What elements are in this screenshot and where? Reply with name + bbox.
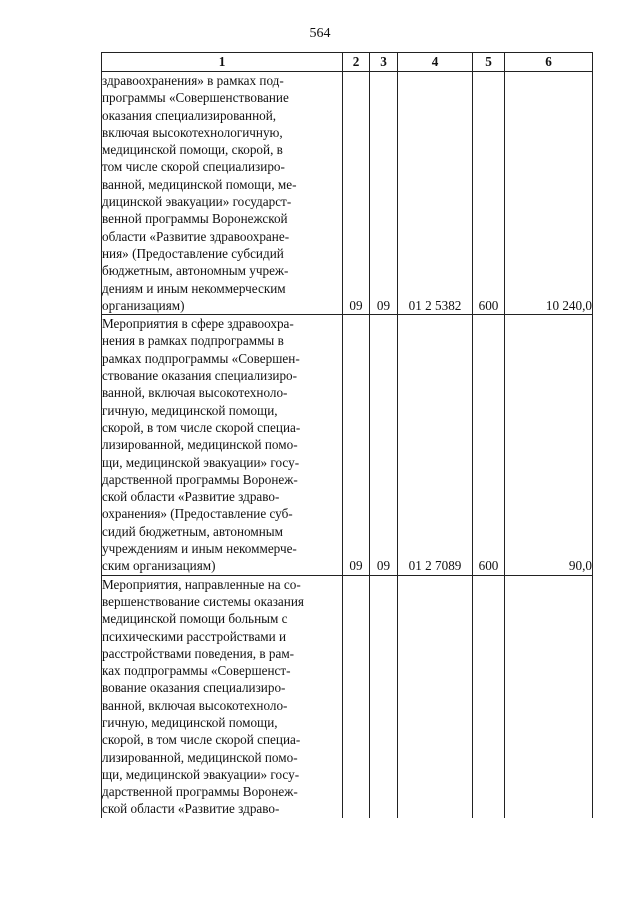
row-subsection-code: 09 xyxy=(370,315,398,575)
description-line: программы «Совершенствование xyxy=(102,90,289,106)
description-line: ния» (Предоставление субсидий xyxy=(102,245,284,261)
description-line: области «Развитие здравоохране- xyxy=(102,228,290,244)
description-line: оказания специализированной, xyxy=(102,107,277,123)
description-line: нения в рамках подпрограммы в xyxy=(102,333,284,349)
description-line: лизированной, медицинской помо- xyxy=(102,749,298,765)
description-line: лизированной, медицинской помо- xyxy=(102,437,298,453)
header-col-5: 5 xyxy=(473,53,505,72)
table-row xyxy=(102,575,593,818)
row-expense-type: 600 xyxy=(473,72,505,315)
description-line: включая высокотехнологичную, xyxy=(102,124,283,140)
description-line: ствование оказания специализиро- xyxy=(102,368,298,384)
description-line: сидий бюджетным, автономным xyxy=(102,523,283,539)
description-line: дениям и иным некоммерческим xyxy=(102,280,286,296)
description-line: вование оказания специализиро- xyxy=(102,680,286,696)
table-row xyxy=(102,72,593,315)
header-col-3: 3 xyxy=(370,53,398,72)
row-target-article: 01 2 7089 xyxy=(398,315,473,575)
description-line: дарственной программы Воронеж- xyxy=(102,471,298,487)
table-row xyxy=(102,315,593,575)
row-section-code xyxy=(343,575,370,818)
header-col-1: 1 xyxy=(102,53,343,72)
header-col-2: 2 xyxy=(343,53,370,72)
row-target-article xyxy=(398,575,473,818)
description-line: щи, медицинской эвакуации» госу- xyxy=(102,454,300,470)
description-line: ванной, включая высокотехноло- xyxy=(102,385,288,401)
description-line: медицинской помощи больным с xyxy=(102,611,288,627)
description-line: дицинской эвакуации» государст- xyxy=(102,194,292,210)
row-subsection-code xyxy=(370,575,398,818)
header-col-4: 4 xyxy=(398,53,473,72)
row-description xyxy=(102,315,343,575)
table-header-row xyxy=(102,53,593,72)
row-section-code: 09 xyxy=(343,315,370,575)
description-line: ках подпрограммы «Совершенст- xyxy=(102,663,291,679)
description-line: гичную, медицинской помощи, xyxy=(102,714,278,730)
row-expense-type: 600 xyxy=(473,315,505,575)
description-line: ванной, медицинской помощи, ме- xyxy=(102,176,297,192)
description-line: Мероприятия в сфере здравоохра- xyxy=(102,316,294,332)
header-col-6: 6 xyxy=(505,53,593,72)
description-line: психическими расстройствами и xyxy=(102,628,287,644)
page-number: 564 xyxy=(309,26,331,41)
row-amount: 10 240,0 xyxy=(505,72,593,315)
description-line: вершенствование системы оказания xyxy=(102,593,304,609)
description-line: здравоохранения» в рамках под- xyxy=(102,73,284,88)
description-line: ской области «Развитие здраво- xyxy=(102,489,280,505)
description-line: скорой, в том числе скорой специа- xyxy=(102,732,301,748)
description-line: медицинской помощи, скорой, в xyxy=(102,142,283,158)
row-subsection-code: 09 xyxy=(370,72,398,315)
description-line: рамках подпрограммы «Совершен- xyxy=(102,350,300,366)
budget-table xyxy=(101,52,593,818)
description-line: венной программы Воронежской xyxy=(102,211,288,227)
row-amount: 90,0 xyxy=(505,315,593,575)
description-line: гичную, медицинской помощи, xyxy=(102,402,278,418)
row-expense-type xyxy=(473,575,505,818)
description-line: ской области «Развитие здраво- xyxy=(102,801,280,817)
description-line: охранения» (Предоставление суб- xyxy=(102,506,293,522)
row-section-code: 09 xyxy=(343,72,370,315)
description-line: ским организациям) xyxy=(102,558,216,574)
description-line: Мероприятия, направленные на со- xyxy=(102,576,301,592)
description-line: ванной, включая высокотехноло- xyxy=(102,697,288,713)
description-line: расстройствами поведения, в рам- xyxy=(102,645,295,661)
row-description xyxy=(102,72,343,315)
description-line: щи, медицинской эвакуации» госу- xyxy=(102,766,300,782)
row-amount xyxy=(505,575,593,818)
description-line: организациям) xyxy=(102,297,185,313)
description-line: скорой, в том числе скорой специа- xyxy=(102,419,301,435)
row-description xyxy=(102,575,343,818)
description-line: бюджетным, автономным учреж- xyxy=(102,263,289,279)
description-line: том числе скорой специализиро- xyxy=(102,159,285,175)
description-line: учреждениям и иным некоммерче- xyxy=(102,541,297,557)
row-target-article: 01 2 5382 xyxy=(398,72,473,315)
description-line: дарственной программы Воронеж- xyxy=(102,784,298,800)
